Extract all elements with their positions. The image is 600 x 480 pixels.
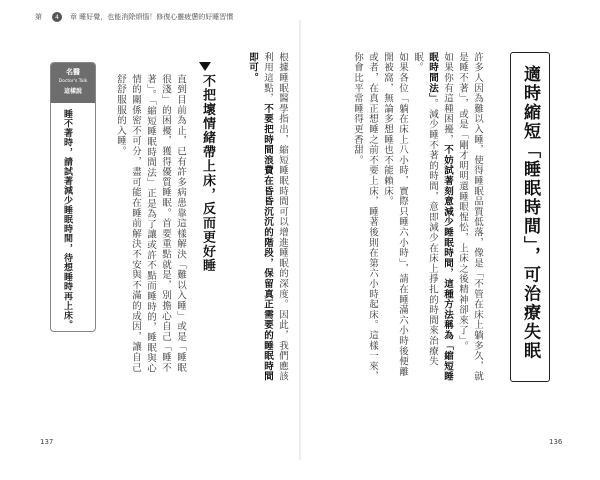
paragraph-line: 解決不安與不滿的成因，讓自己舒舒服服的入睡。 [115,74,141,373]
paragraph-line: 或者，在真正想睡之前不要上床，睡著後則在第六小時起床。這樣一來，你 [352,52,378,382]
section-heading: 不把壞情緒帶上床，反而更好睡 [200,74,215,273]
left-page-body [98,74,188,374]
paragraph-line: 許多人因為難以入睡，使得睡眠品質低落，像是「不管在床上躺多久，就是 [457,52,483,382]
paragraph-line: 睡不著」，或是「剛才明明還睡眼惺忪，上床之後精神卻來了」。 [457,62,468,352]
article-title-box [510,52,550,382]
chapter-suffix: 章 [70,13,77,21]
page-number-right: 136 [549,438,563,446]
paragraph-line: 用這點， [262,62,273,104]
paragraph-line: 。減少睡不著的時間，意即減少在床上掙扎的時間來治療失眠。 [412,52,438,367]
paragraph-line: 根據睡眠醫學指出，縮短睡眠時間可以增進睡眠的深度。因此，我們應該利 [262,52,288,382]
sidebar-text: 睡不著時，請試著減少睡眠時間，待想睡時再上床。 [62,109,72,330]
paragraph-line: 如果你有這種困擾， [442,52,453,145]
sidebar-tab-label: 這樣說 [63,88,82,95]
emphasis-text: 不妨試著刻意減少睡眠時間，這種方法稱為「縮短睡眠 [427,52,453,382]
emphasis-text: 不要把時間浪費在昏昏沉沉的階段，保留真正需要的睡眠時間即可。 [247,52,273,382]
paragraph-line: 的困擾，獲得優質睡眠。首要重點就是，別擔心自己「睡不著」。「縮短睡眠時 [145,74,171,373]
triangle-bullet-icon [199,62,211,71]
paragraph-line: 直到目前為止，已有許多病患靠這樣解決「難以入睡」或是「睡眠很淺」 [160,74,186,373]
paragraph-line: 間法」正是為了讓或許不點而睡時的，睡眠與心情的關係密不可分，盡可能在睡前 [130,74,156,374]
paragraph-line: 被窩，無論多想睡也不能賴床。 [382,62,393,207]
chapter-running-title: 睡好覺，也能消除煩惱！修復心靈疲憊的好睡習慣 [79,13,234,21]
page-gutter [299,20,301,460]
paragraph-line: 如果各位「躺在床上八小時，實際只睡六小時」，請在睡滿六小時後便離開 [382,52,408,377]
right-page-body [350,52,485,382]
chapter-title [70,12,233,22]
chapter-label: 第 [35,13,42,21]
sidebar-tab-subtitle: Doctor's Talk [58,79,88,84]
emphasis-text: 時間法」 [427,62,438,99]
sidebar-tab-title: 名醫 [66,68,80,76]
paragraph-line: 會比平常睡得更香甜。 [352,62,363,166]
sidebar-header [51,63,95,103]
left-page-intro [210,52,290,382]
doctor-talk-sidebar [50,62,96,332]
page-number-left: 137 [40,438,54,446]
chapter-number-badge: 4 [52,12,62,22]
article-title: 適時縮短「睡眠時間」，可治療失眠 [520,65,540,361]
